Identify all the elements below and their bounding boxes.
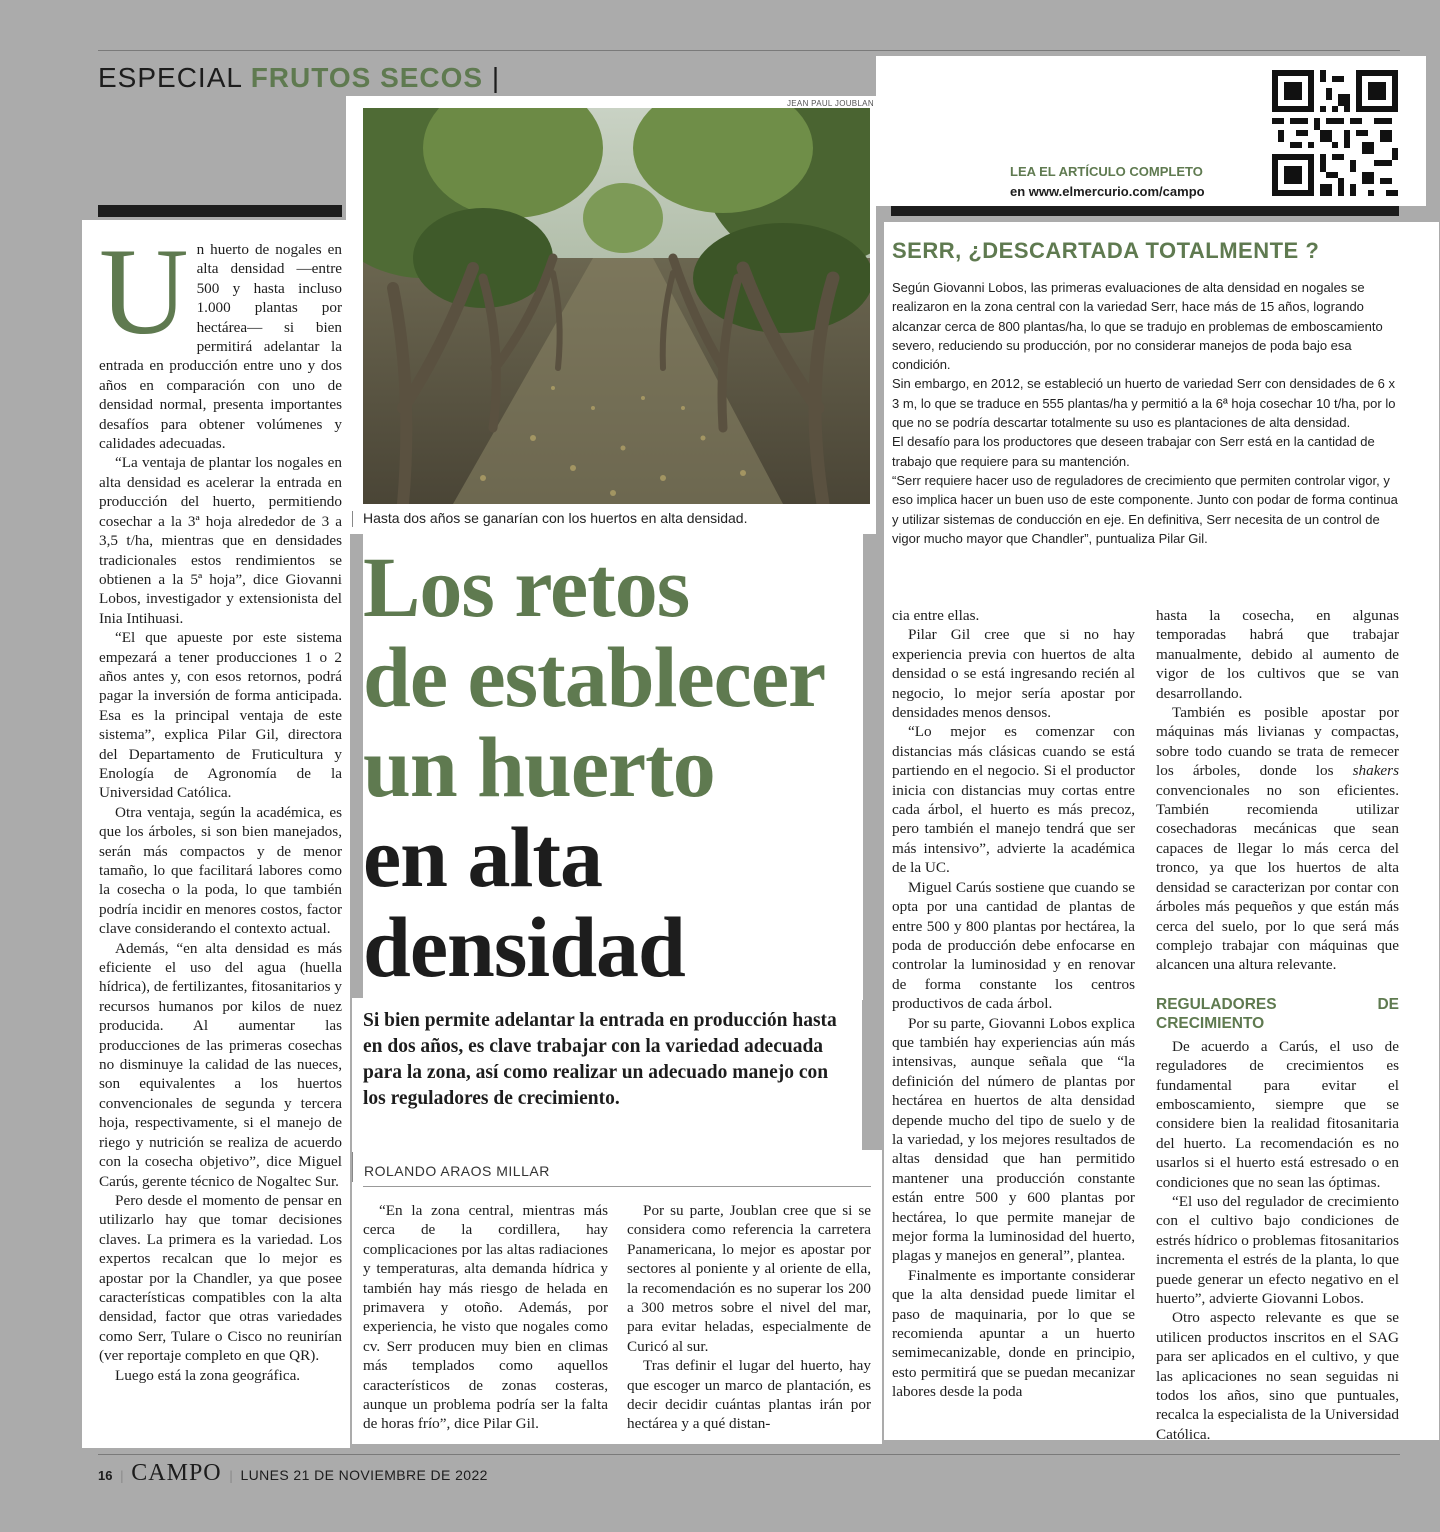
paragraph: De acuerdo a Carús, el uso de reguladores de crecimientos es fundamental para evitar el emboscamiento, siempre que se considere bien la realidad fitosanitaria del huerto. La recomendación es no usarlos si el huerto está estresado o en condiciones que no sean las óptimas. xyxy=(1156,1037,1399,1191)
headline xyxy=(363,539,868,995)
byline-rule xyxy=(363,1186,871,1187)
center-column-a xyxy=(363,1201,608,1434)
caption-rule xyxy=(352,511,353,527)
paragraph: Finalmente es importante considerar que la alta densidad puede limitar el paso de maquinaria, por lo que se recomienda apuntar a un huerto semimecanizable, donde en principio, esto permitirá que se puedan mecanizar labores desde la poda xyxy=(892,1266,1135,1401)
paragraph: Otro aspecto relevante es que se utilicen productos inscritos en el SAG para ser aplicados en el cultivo, y que las aplicaciones no sean seguidas ni todos los años, sino que puntuales, recalca la especialista de la Universidad Católica. xyxy=(1156,1309,1399,1443)
qr-label-url: en www.elmercurio.com/campo xyxy=(1010,184,1205,199)
footer-separator: | xyxy=(229,1469,233,1484)
box-paragraph: Según Giovanni Lobos, las primeras evaluaciones de alta densidad en nogales se realizaron en la zona central con la variedad Serr, hace más de 15 años, logrando alcanzar cerca de 800 plantas/ha, lo que se tradujo en problemas de emboscamiento severo, reduciendo su producción, por no considerar manejos de poda bajo esa condición. xyxy=(892,280,1383,373)
page-footer xyxy=(98,1460,488,1487)
right-column-b xyxy=(1156,606,1399,1444)
paragraph: Por su parte, Joublan cree que si se considera como referencia la carretera Panamericana, lo mejor es apostar por sectores al poniente y al oriente de ella, la recomendación es no superar los 200 a 300 metros sobre el nivel del mar, para evitar heladas, especialmente de Curicó al sur. xyxy=(627,1202,871,1355)
section-name: FRUTOS SECOS xyxy=(250,62,484,93)
qr-label-line1: LEA EL ARTÍCULO COMPLETO xyxy=(1010,164,1203,179)
center-column-b xyxy=(627,1201,871,1434)
right-column-a xyxy=(892,606,1135,1402)
page-number: 16 xyxy=(98,1468,113,1483)
qr-code-icon[interactable] xyxy=(1272,70,1398,196)
lead-paragraph: Si bien permite adelantar la entrada en producción hasta en dos años, es clave trabajar con la variedad adecuada para la zona, así como realizar un adecuado manejo con los reguladores de crecimiento. xyxy=(363,1010,837,1109)
paragraph: “El que apueste por este sistema empezará a tener producciones 1 o 2 años antes y, con esos retornos, podrá pagar la inversión de forma anticipada. Esa es la principal ventaja de este sistema”, explica Pilar Gil, directora del Departamento de Fruticultura y Enología de Agronomía de la Universidad Católica. xyxy=(99,629,342,802)
paragraph: Por su parte, Giovanni Lobos explica que también hay experiencias aún más intensivas, aunque señala que “la definición del número de plantas por hectárea en huertos de alta densidad depende mucho del tipo de suelo y de la variedad, y los mejores resultados de altas densidad que han permitido mantener una producción constante están entre 500 y 600 plantas por hectárea, lo que permite manejar de mejor forma la luminosidad del huerto, plagas y manejos en general”, plantea. xyxy=(892,1014,1135,1265)
footer-rule xyxy=(98,1454,1400,1455)
photo-caption: Hasta dos años se ganarían con los huertos en alta densidad. xyxy=(363,510,748,526)
section-header xyxy=(98,62,500,94)
paragraph: “Lo mejor es comenzar con distancias más clásicas cuando se está partiendo en el negocio. Si el productor inicia con distancias muy cortas entre cada árbol, el huerto es más precoz, pero también el manejo tendrá que ser más intensivo”, advierte la académica de la UC. xyxy=(892,723,1135,877)
headline-line: un huerto xyxy=(363,719,715,815)
qr-label xyxy=(1010,162,1205,202)
box-paragraph: Sin embargo, en 2012, se estableció un huerto de variedad Serr con densidades de 6 x 3 m, lo que se traduce en 555 plantas/ha y permitió a la 6ª hoja cosechar 10 t/ha, por lo que no se podría descartar totalmente su uso es plantaciones de alta densidad. xyxy=(892,376,1396,431)
left-column xyxy=(99,223,342,1385)
paragraph: cia entre ellas. xyxy=(892,607,980,624)
box-top-bar xyxy=(891,206,1399,216)
paragraph: Tras definir el lugar del huerto, hay que escoger un marco de plantación, es decir decidir cuántas plantas irán por hectárea y a qué distan- xyxy=(627,1357,871,1433)
section-prefix: ESPECIAL xyxy=(98,62,242,93)
paragraph: Además, “en alta densidad es más eficiente el uso del agua (huella hídrica), de fertilizantes, fitosanitarios y recursos humanos por kilos de nuez producida. Al aumentar las producciones de las primeras cosechas no disminuye la calidad de las nueces, son equivalentes a los huertos convencionales de segunda y tercera hoja, respectivamente, si el manejo de riego y nutrición se realiza de acuerdo con la cosecha objetivo”, dice Miguel Carús, gerente técnico de Nogaltec Sur. xyxy=(99,939,342,1190)
paragraph: “En la zona central, mientras más cerca de la cordillera, hay complicaciones por las altas radiaciones y temperaturas, alta demanda hídrica y también hay más riesgo de helada en primavera y otoño. Además, por experiencia, he visto que nogales como cv. Serr producen muy bien en climas más templados como aquellos característicos de zonas costeras, aunque un problema podría ser la falta de horas frío”, dice Pilar Gil. xyxy=(363,1202,608,1433)
footer-section: CAMPO xyxy=(131,1460,222,1486)
photo-credit: JEAN PAUL JOUBLAN xyxy=(787,99,874,108)
box-paragraph: “Serr requiere hacer uso de reguladores de crecimiento que permiten controlar vigor, y eso implica hacer un buen uso de este componente. Junto con podar de forma continua y utilizar sistemas de conducción en eje. En definitiva, Serr necesita de un control de vigor mucho mayor que Chandler”, puntualiza Pilar Gil. xyxy=(892,472,1398,546)
paragraph: “La ventaja de plantar los nogales en alta densidad es acelerar la entrada en producción del huerto, permitiendo cosechar a la 3ª hoja alrededor de 3 a 3,5 t/ha, mientras que en densidades tradicionales estos rendimientos se obtienen a la 5ª hoja”, dice Giovanni Lobos, investigador y extensionista del Inia Intihuasi. xyxy=(99,454,342,627)
headline-line: de establecer xyxy=(363,629,826,725)
paragraph: hasta la cosecha, en algunas temporadas habrá que trabajar manualmente, debido al aumento de vigor de los cultivos que se van desarrollando. xyxy=(1156,607,1399,702)
intro-paragraph: Un huerto de nogales en alta densidad —entre 500 y hasta incluso 1.000 plantas por hectárea— si bien permitirá adelantar la entrada en producción entre uno y dos años en comparación con uno de densidad normal, presenta importantes desafíos para obtener volúmenes y calidades adecuadas. xyxy=(99,223,342,453)
paragraph: También es posible apostar por máquinas más livianas y compactas, sobre todo cuando se trata de remecer los árboles, donde los shakers convencionales no son eficientes. También recomienda utilizar cosechadoras mecánicas que sean capaces de llegar lo más cerca del tronco, ya que los huertos de alta densidad se caracterizan por contar con árboles más pequeños y que están más cerca del suelo, por lo que será más complejo trabajar con máquinas que alcancen una altura relevante. xyxy=(1156,704,1399,974)
section-divider: | xyxy=(491,62,501,93)
box-paragraph: El desafío para los productores que deseen trabajar con Serr está en la cantidad de trabajo que requiere para su mantención. xyxy=(892,434,1375,469)
headline-line: en alta xyxy=(363,809,603,905)
serr-box-title: SERR, ¿DESCARTADA TOTALMENTE ? xyxy=(892,238,1320,263)
subheading: REGULADORES DE CRECIMIENTO xyxy=(1156,995,1399,1032)
headline-line: Los retos xyxy=(363,539,690,635)
paragraph: “El uso del regulador de crecimiento con el cultivo bajo condiciones de estrés hídrico o problemas fitosanitarios incrementa el estrés de la planta, lo que puede generar un efecto negativo en el huerto”, advierte Giovanni Lobos. xyxy=(1156,1192,1399,1307)
paragraph: Pero desde el momento de pensar en utilizarlo hay que tomar decisiones claves. La primera es la variedad. Los expertos recalcan que lo mejor es apostar por la Chandler, ya que posee características compatibles con la alta densidad, factor que otras variedades como Serr, Tulare o Cisco no reunirían (ver reportaje completo en que QR). xyxy=(99,1191,342,1365)
paragraph: Otra ventaja, según la académica, es que los árboles, si son bien manejados, serán más compactos y de menor tamaño, lo que facilitará labores como la cosecha o la poda, lo que también podría incidir en menores costos, factor clave considerando el contexto actual. xyxy=(99,803,342,938)
drop-cap: U xyxy=(99,223,189,360)
footer-separator: | xyxy=(120,1469,124,1484)
paragraph: Luego está la zona geográfica. xyxy=(115,1366,301,1384)
top-rule xyxy=(98,50,1400,51)
headline-line: densidad xyxy=(363,899,685,995)
paragraph: Pilar Gil cree que si no hay experiencia previa con huertos de alta densidad o se está ingresando recién al negocio, lo mejor sería apostar por densidades menos densos. xyxy=(892,626,1135,722)
emphasis: shakers xyxy=(1352,762,1399,780)
paragraph: Miguel Carús sostiene que cuando se opta por una cantidad de plantas de entre 500 y 800 plantas por hectárea, la poda de producción debe enfocarse en controlar la luminosidad y en renovar de forma constante los centros productivos de cada árbol. xyxy=(892,878,1135,1013)
orchard-photo xyxy=(363,108,870,504)
footer-date: LUNES 21 DE NOVIEMBRE DE 2022 xyxy=(240,1467,488,1483)
serr-box-text xyxy=(892,278,1400,548)
header-bar xyxy=(98,205,342,217)
byline: ROLANDO ARAOS MILLAR xyxy=(364,1163,550,1179)
walnut-orchard-image xyxy=(363,108,870,504)
byline-rule-left xyxy=(352,1152,353,1182)
